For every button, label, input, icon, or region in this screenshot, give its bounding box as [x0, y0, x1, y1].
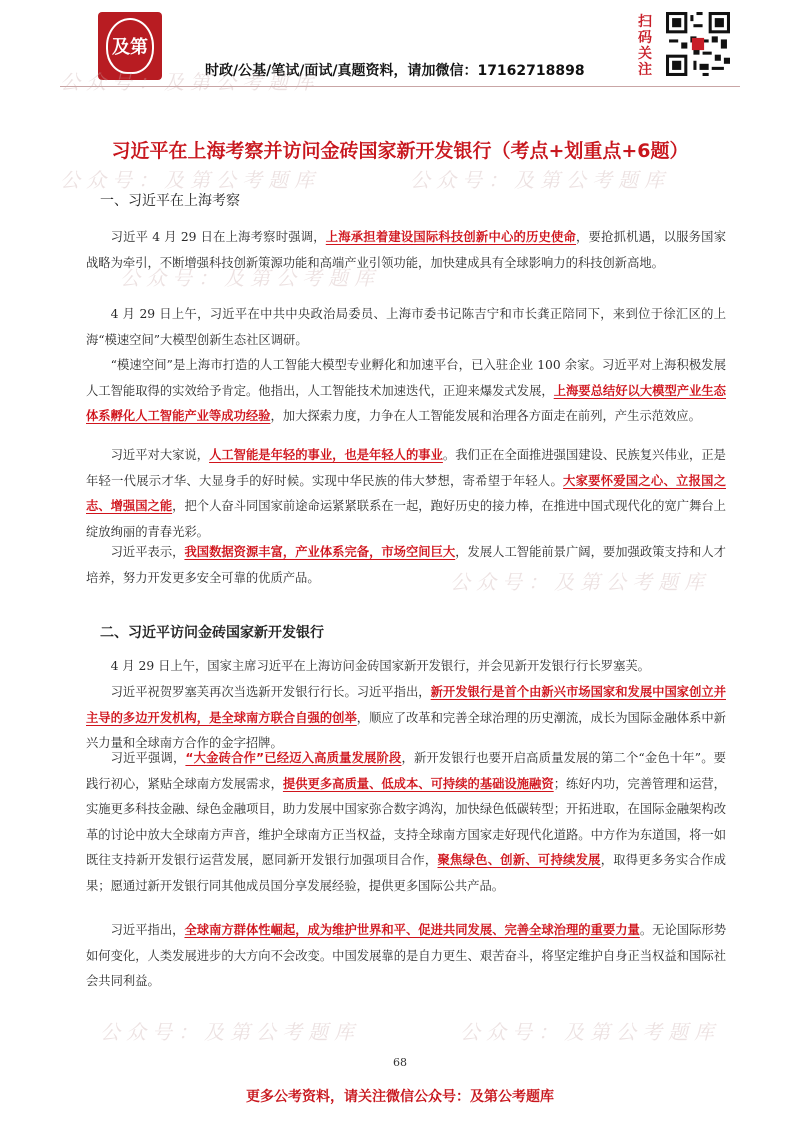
watermark: 公众号：及第公考题库	[60, 168, 320, 192]
text-run: ，把个人奋斗同国家前途命运紧紧联系在一起，跑好历史的接力棒，在推进中国式现代化的宽广舞台上绽放绚丽的青春光彩。	[86, 499, 726, 539]
text-run: ，取得更多务实合作成果；愿通过新开发银行同其他成员国分享发展经验，提供更多国际公共产品。	[86, 853, 726, 893]
text-run: ；练好内功，完善管理和运营，实施更多科技金融、绿色金融项目，助力发展中国家弥合数字鸿沟，加快绿色低碳转型；开拓进取，在国际金融架构改革的讨论中放大全球南方声音，维护全球南方正当权益，支持全球南方国家走好现代化道路。中方作为东道国，将一如既往支持新开发银行运营发展，愿同新开发银行加强项目合作，	[86, 776, 726, 867]
page-title: 习近平在上海考察并访问金砖国家新开发银行（考点+划重点+6题）	[111, 140, 689, 162]
key-point-highlight: 上海要总结好以大模型产业生态体系孵化人工智能产业等成功经验	[86, 383, 726, 423]
text-run: ，加大探索力度，力争在人工智能发展和治理各方面走在前列，产生示范效应。	[270, 409, 701, 423]
text-run: 习近平对大家说，	[110, 448, 210, 462]
key-point-highlight: 新开发银行是首个由新兴市场国家和发展中国家创立并主导的多边开发机构，是全球南方联合自强的创举	[86, 685, 726, 725]
section-heading: 一、习近平在上海考察	[100, 193, 240, 209]
watermark: 公众号：及第公考题库	[410, 168, 670, 192]
paragraph	[86, 540, 726, 591]
text-run: 习近平 4 月 29 日在上海考察时强调，	[110, 230, 326, 244]
key-point-highlight: 人工智能是年轻的事业，也是年轻人的事业	[209, 448, 443, 462]
watermark: 公众号：及第公考题库	[460, 1020, 720, 1044]
text-run: 。无论国际形势如何变化，人类发展进步的大方向不会改变。中国发展靠的是自力更生、艰苦奋斗，将坚定维护自身正当权益和国际社会共同利益。	[86, 923, 726, 988]
text-run: 习近平祝贺罗塞芙再次当选新开发银行行长。习近平指出，	[110, 685, 431, 699]
paragraph	[86, 302, 726, 353]
watermark: 公众号：及第公考题库	[120, 266, 380, 290]
text-run: 习近平指出，	[110, 923, 185, 937]
scan-label: 扫码关注	[638, 14, 652, 78]
watermark: 公众号：及第公考题库	[100, 1020, 360, 1044]
footer-note: 更多公考资料，请关注微信公众号：及第公考题库	[246, 1089, 554, 1105]
text-run: 。我们正在全面推进强国建设、民族复兴伟业，正是年轻一代展示才华、大显身手的好时候。实现中华民族的伟大梦想，寄希望于年轻人。	[86, 448, 726, 488]
text-run: 4 月 29 日上午，习近平在中共中央政治局委员、上海市委书记陈吉宁和市长龚正陪同下，来到位于徐汇区的上海“模速空间”大模型创新生态社区调研。	[86, 307, 726, 347]
text-run: ，发展人工智能前景广阔，要加强政策支持和人才培养，努力开发更多安全可靠的优质产品。	[86, 545, 726, 585]
text-run: 习近平强调，	[110, 751, 186, 765]
text-run: ，要抢抓机遇，以服务国家战略为牵引，不断增强科技创新策源功能和高端产业引领功能，加快建成具有全球影响力的科技创新高地。	[86, 230, 726, 270]
paragraph	[86, 443, 726, 545]
key-point-highlight: 我国数据资源丰富，产业体系完备，市场空间巨大	[184, 545, 456, 559]
header-banner: 时政/公基/笔试/面试/真题资料，请加微信：17162718898	[205, 63, 585, 79]
text-run: 4 月 29 日上午，国家主席习近平在上海访问金砖国家新开发银行，并会见新开发银行行长罗塞芙。	[110, 659, 650, 673]
key-point-highlight: 大家要怀爱国之心、立报国之志、增强国之能	[86, 473, 726, 513]
key-point-highlight: “大金砖合作”已经迈入高质量发展阶段	[185, 751, 402, 765]
text-run: ，新开发银行也要开启高质量发展的第二个“金色十年”。要践行初心，紧贴全球南方发展需求，	[86, 751, 726, 791]
paragraph	[86, 918, 726, 995]
paragraph	[86, 746, 726, 899]
watermark: 公众号：及第公考题库	[450, 570, 710, 594]
key-point-highlight: 提供更多高质量、低成本、可持续的基础设施融资	[282, 776, 554, 791]
logo-text: 及第	[106, 18, 154, 74]
key-point-highlight: 上海承担着建设国际科技创新中心的历史使命	[325, 230, 577, 244]
text-run: ，顺应了改革和完善全球治理的历史潮流，成长为国际金融体系中新兴力量和全球南方合作的金字招牌。	[86, 710, 726, 750]
paragraph	[86, 225, 726, 276]
key-point-highlight: 聚焦绿色、创新、可持续发展	[437, 853, 601, 867]
qr-code-icon[interactable]	[666, 12, 730, 76]
section-heading: 二、习近平访问金砖国家新开发银行	[100, 625, 324, 641]
text-run: “模速空间”是上海市打造的人工智能大模型专业孵化和加速平台，已入驻企业 100 余家。习近平对上海积极发展人工智能取得的实效给予肯定。他指出，人工智能技术加速迭代，正迎来爆发式发展，	[86, 358, 726, 398]
paragraph	[86, 654, 726, 680]
paragraph	[86, 353, 726, 430]
text-run: 习近平表示，	[110, 545, 185, 559]
key-point-highlight: 全球南方群体性崛起，成为维护世界和平、促进共同发展、完善全球治理的重要力量	[184, 923, 640, 937]
watermark: 公众号：及第公考题库	[60, 70, 320, 94]
page-number: 68	[393, 1056, 407, 1069]
